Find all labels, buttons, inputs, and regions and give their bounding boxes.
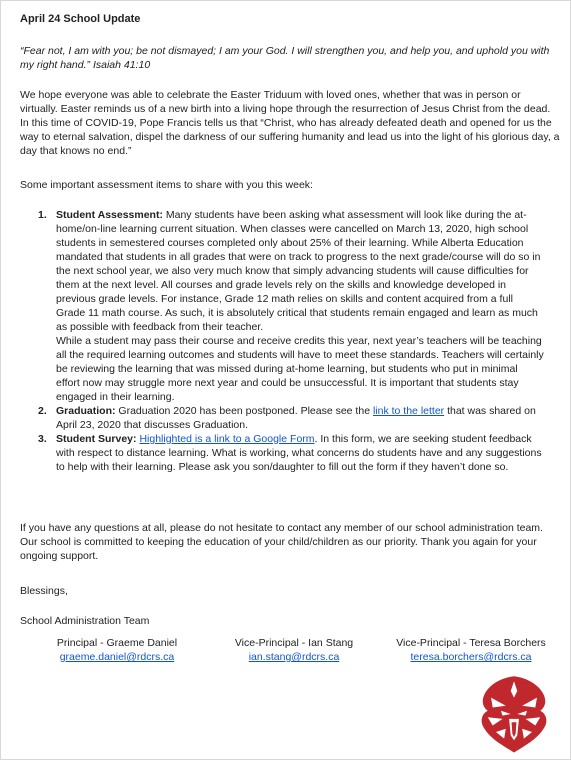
list-item-graduation xyxy=(1,404,544,432)
blessings-text: Blessings, xyxy=(20,585,68,597)
staff-vice-principal-borchers xyxy=(386,636,556,664)
staff-role: Vice-Principal - Teresa Borchers xyxy=(396,637,546,649)
item-heading: Graduation: xyxy=(56,405,116,417)
list-item-student-assessment xyxy=(1,208,544,404)
scripture-quote: “Fear not, I am with you; be not dismayed; I am your God. I will strengthen you, and help you, and uphold you with my right hand.” Isaiah 41:10 xyxy=(20,45,550,71)
document-title: April 24 School Update xyxy=(20,13,141,25)
graduation-letter-link[interactable]: link to the letter xyxy=(372,405,445,417)
staff-role: Principal - Graeme Daniel xyxy=(56,637,178,649)
item-text-after: that was shared on April 23, 2020 that discusses Graduation. xyxy=(56,405,536,431)
staff-role: Vice-Principal - Ian Stang xyxy=(234,637,354,649)
item-heading: Student Assessment: xyxy=(56,209,163,221)
eagle-logo-icon xyxy=(473,673,555,755)
item-text: Graduation 2020 has been postponed. Please see the xyxy=(115,405,373,417)
easter-paragraph: We hope everyone was able to celebrate the Easter Triduum with loved ones, whether that was in person or virtually. Easter reminds us of a new birth into a living hope through the resurrection of Jesus Christ from the dead. In this time of COVID-19, Pope Francis tells us that “Christ, who has already defeated death and opened for us the way to eternal salvation, dispel the darkness of our suffering humanity and lead us into the light of his glorious day, a day that knows no end.” xyxy=(20,89,560,157)
list-number: 3. xyxy=(38,433,47,445)
item-text: Many students have been asking what assessment will look like during the at-home/on-line learning current situation. When classes were cancelled on March 13, 2020, high school students in semestered courses completed only about 25% of their learning. While Alberta Education mandated that students in all grades that were on track to progress to the next grade/course will do so in the next school year, we also very much know that simply advancing students will cause difficulties for them at the next level. All courses and grade levels rely on the skills and knowledge developed in previous grade levels. For instance, Grade 12 math relies on skills and content acquired from a full Grade 11 math course. As such, it is absolutely critical that students remain engaged and learn as much as possible with feedback from their teacher. xyxy=(56,209,541,333)
closing-paragraph: If you have any questions at all, please do not hesitate to contact any member of our school administration team. Our school is committed to keeping the education of your child/children as our priority. Thank you again for your ongoing support. xyxy=(20,522,543,562)
team-signature: School Administration Team xyxy=(20,615,150,627)
intro-text: Some important assessment items to share with you this week: xyxy=(20,179,313,191)
list-number: 2. xyxy=(38,405,47,417)
google-form-link[interactable]: Highlighted is a link to a Google Form xyxy=(139,433,315,445)
staff-email-link[interactable]: graeme.daniel@rdcrs.ca xyxy=(59,651,175,663)
item-text-continued: While a student may pass their course and receive credits this year, next year’s teachers will be teaching all the required learning outcomes and students will have to meet these standards. Teachers will certainly be reviewing the learning that was missed during at-home learning, but students who put in minimal effort now may struggle more next year and could be unsuccessful. It is important that students stay engaged in their learning. xyxy=(56,335,544,403)
staff-principal xyxy=(37,636,197,664)
staff-email-link[interactable]: ian.stang@rdcrs.ca xyxy=(248,651,340,663)
list-item-student-survey xyxy=(1,432,544,474)
staff-email-link[interactable]: teresa.borchers@rdcrs.ca xyxy=(410,651,532,663)
item-text-after: . In this form, we are seeking student feedback with respect to distance learning. What is working, what concerns do students have and any suggestions to help with their learning. Please ask you son/daughter to fill out the form if they haven’t done so. xyxy=(56,433,542,473)
item-heading: Student Survey: xyxy=(56,433,137,445)
list-number: 1. xyxy=(38,209,47,221)
staff-vice-principal-stang xyxy=(214,636,374,664)
assessment-list xyxy=(1,208,571,474)
